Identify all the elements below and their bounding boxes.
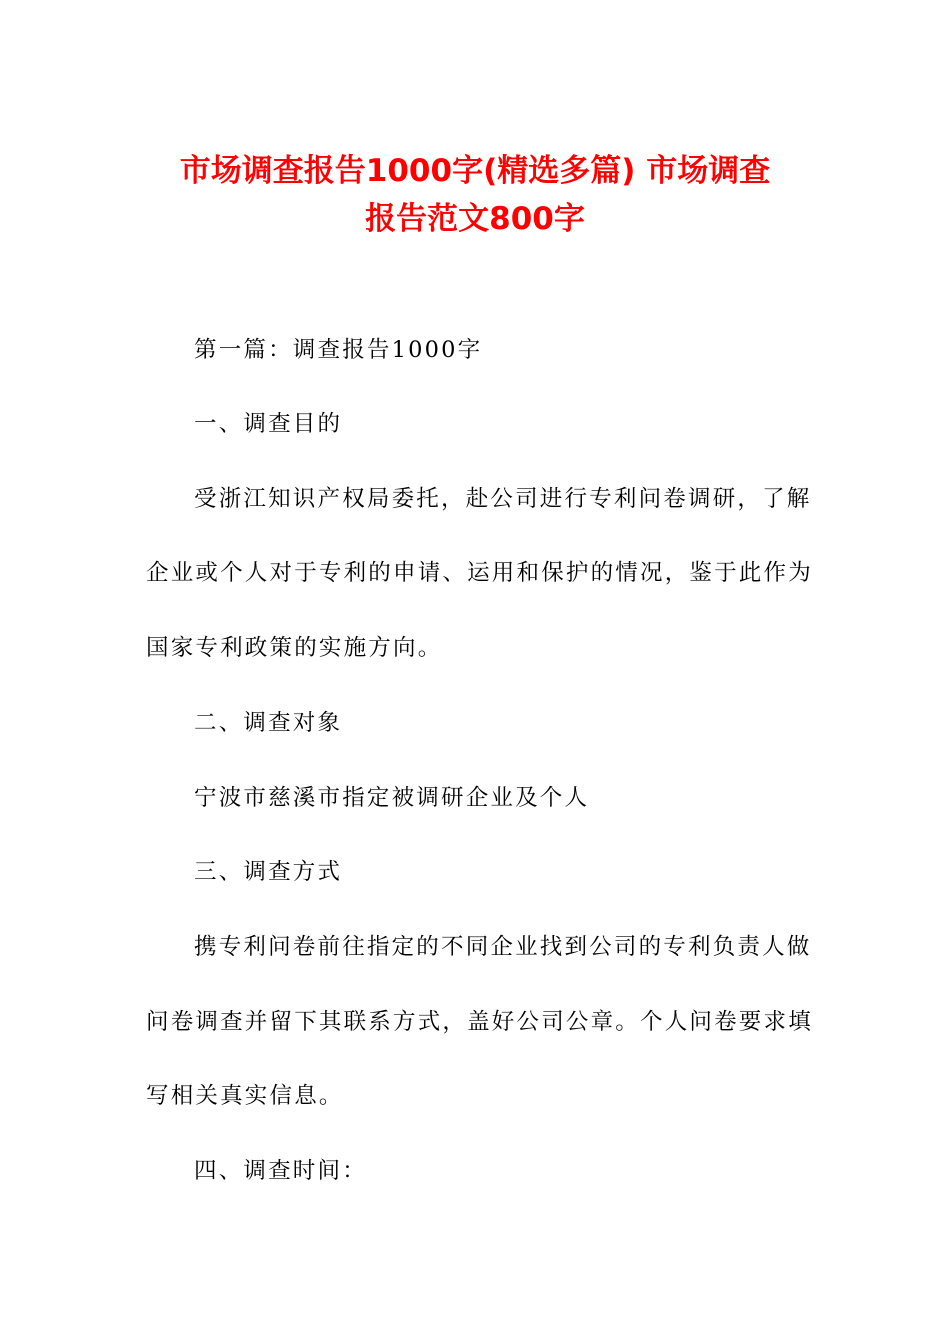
section-heading: 一、调查目的	[194, 411, 343, 437]
section-heading: 第一篇：调查报告1000字	[194, 337, 483, 363]
body-text-line: 携专利问卷前往指定的不同企业找到公司的专利负责人做	[194, 934, 812, 960]
body-text-line: 企业或个人对于专利的申请、运用和保护的情况，鉴于此作为	[146, 560, 813, 586]
document-title-line-2: 报告范文800字	[365, 201, 585, 237]
document-title-line-1: 市场调查报告1000字(精选多篇) 市场调查	[179, 153, 771, 189]
body-text-line: 国家专利政策的实施方向。	[146, 635, 443, 661]
section-heading: 三、调查方式	[194, 859, 343, 885]
body-text-line: 写相关真实信息。	[146, 1083, 344, 1109]
section-heading: 二、调查对象	[194, 710, 343, 736]
body-text-line: 受浙江知识产权局委托，赴公司进行专利问卷调研，了解	[194, 486, 812, 512]
section-heading: 四、调查时间：	[194, 1158, 367, 1184]
body-text-line: 宁波市慈溪市指定被调研企业及个人	[194, 785, 590, 811]
body-text-line: 问卷调查并留下其联系方式，盖好公司公章。个人问卷要求填	[146, 1009, 813, 1035]
